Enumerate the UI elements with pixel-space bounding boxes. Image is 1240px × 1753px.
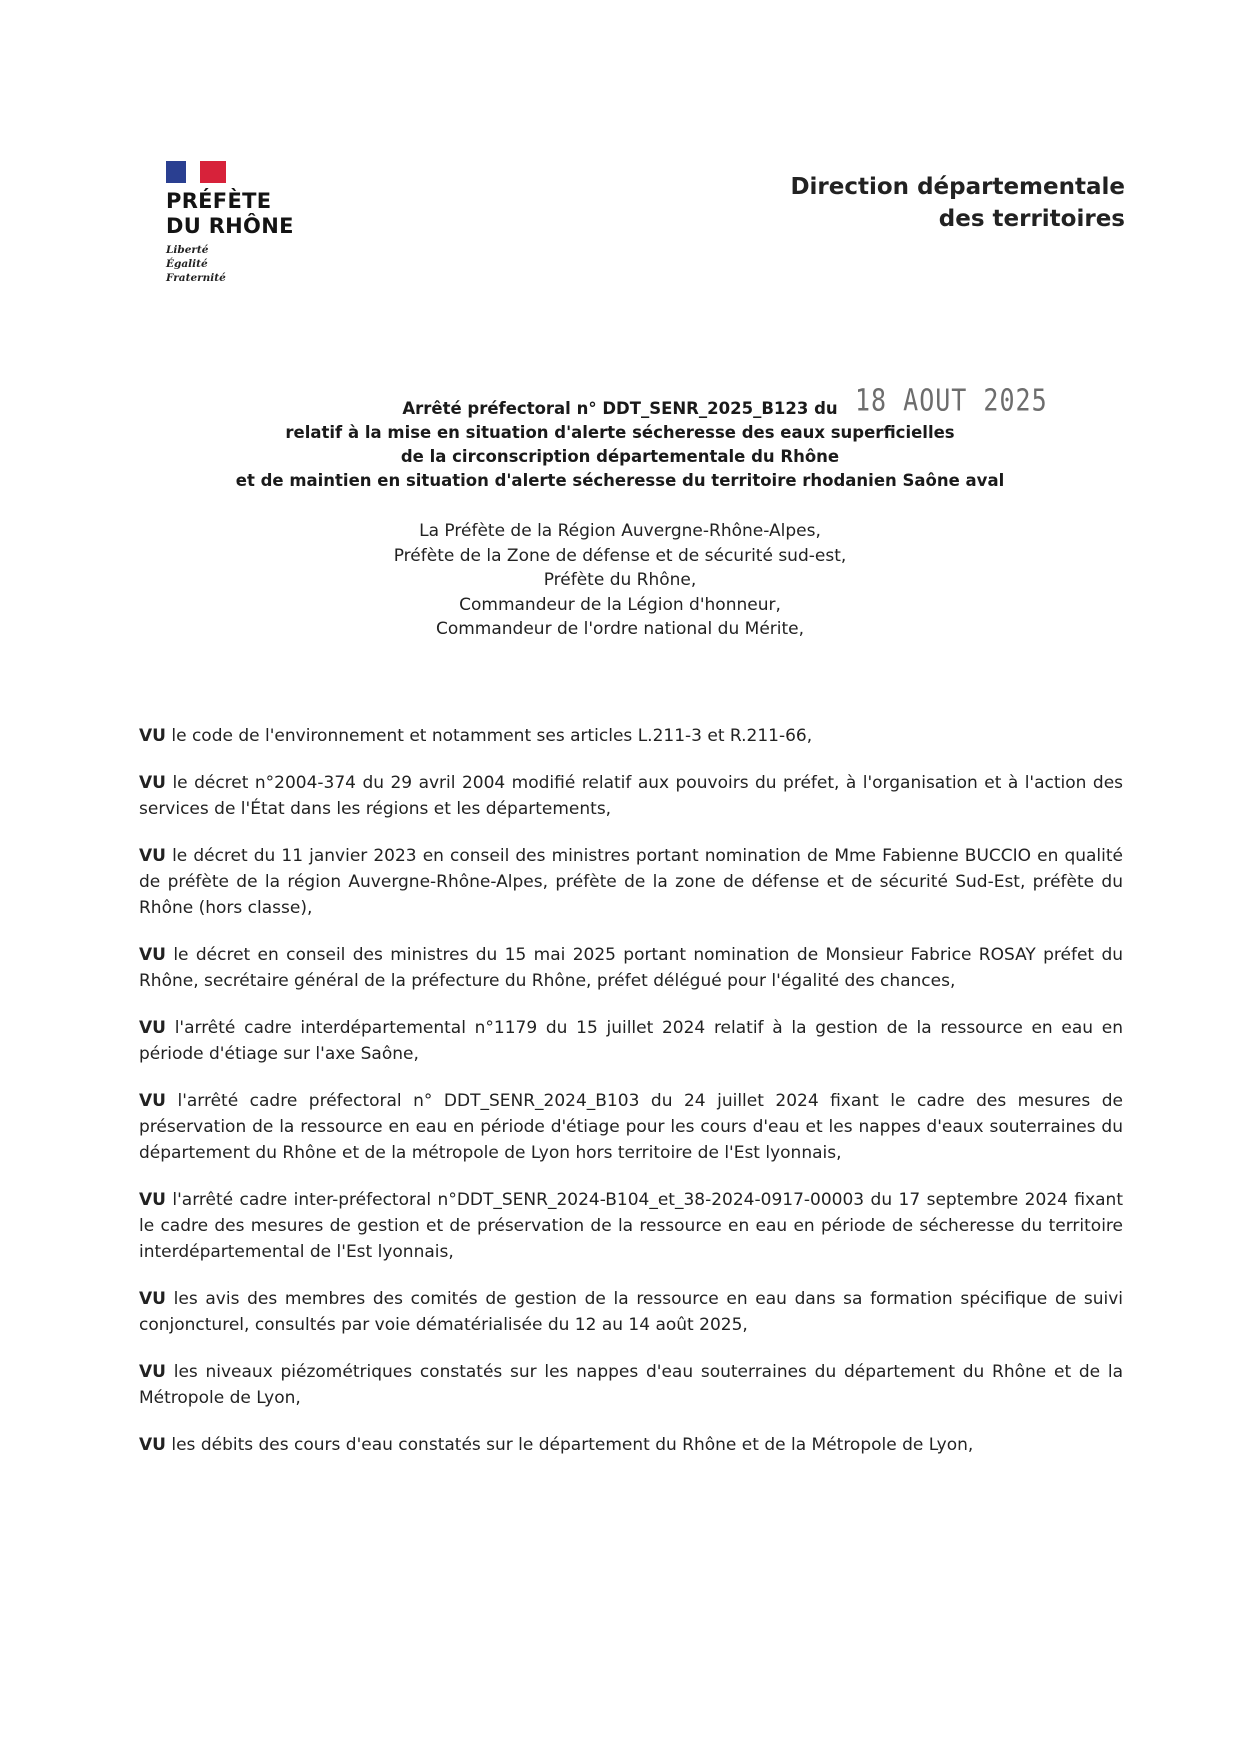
consideration-item bbox=[139, 1286, 1123, 1338]
decree-title-line4: et de maintien en situation d'alerte sécheresse du territoire rhodanien Saône aval bbox=[235, 471, 1005, 490]
consideration-text: l'arrêté cadre inter-préfectoral n°DDT_SENR_2024-B104_et_38-2024-0917-00003 du 17 septembre 2024 fixant le cadre des mesures de gestion et de préservation de la ressource en eau en période de sécheresse du territoire interdépartemental de l'Est lyonnais, bbox=[139, 1190, 1124, 1262]
authority-line: Commandeur de l'ordre national du Mérite, bbox=[435, 619, 805, 639]
consideration-text: l'arrêté cadre préfectoral n° DDT_SENR_2024_B103 du 24 juillet 2024 fixant le cadre des mesures de préservation de la ressource en eau en période d'étiage pour les cours d'eau et les nappes d'eaux souterraines du département du Rhône et de la métropole de Lyon hors territoire de l'Est lyonnais, bbox=[139, 1091, 1123, 1163]
vu-label: VU bbox=[139, 1190, 166, 1210]
issuing-direction bbox=[790, 171, 1125, 235]
motto-egalite: Égalité bbox=[166, 258, 208, 270]
vu-label: VU bbox=[139, 773, 166, 793]
decree-title-line2: relatif à la mise en situation d'alerte sécheresse des eaux superficielles bbox=[285, 423, 955, 442]
consideration-text: le décret du 11 janvier 2023 en conseil des ministres portant nomination de Mme Fabienne BUCCIO en qualité de préfète de la région Auvergne-Rhône-Alpes, préfète de la zone de défense et de sécurité Sud-Est, préfète du Rhône (hors classe), bbox=[139, 846, 1123, 918]
authority-line: Préfète du Rhône, bbox=[543, 570, 697, 590]
motto-fraternite: Fraternité bbox=[166, 272, 226, 284]
republic-motto bbox=[166, 243, 326, 285]
consideration-text: les avis des membres des comités de gestion de la ressource en eau dans sa formation spécifique de suivi conjoncturel, consultés par voie dématérialisée du 12 au 14 août 2025, bbox=[139, 1289, 1124, 1335]
vu-label: VU bbox=[139, 1018, 166, 1038]
vu-label: VU bbox=[139, 846, 166, 866]
authority-line: La Préfète de la Région Auvergne-Rhône-Alpes, bbox=[419, 521, 821, 541]
motto-liberte: Liberté bbox=[166, 244, 209, 256]
vu-label: VU bbox=[139, 1435, 166, 1455]
authority-line: Commandeur de la Légion d'honneur, bbox=[459, 594, 781, 615]
consideration-text: le décret n°2004-374 du 29 avril 2004 modifié relatif aux pouvoirs du préfet, à l'organisation et à l'action des services de l'État dans les régions et les départements, bbox=[139, 773, 1124, 819]
consideration-item bbox=[139, 843, 1123, 921]
decree-title-line3: de la circonscription départementale du Rhône bbox=[400, 447, 840, 466]
vu-label: VU bbox=[139, 1091, 166, 1111]
consideration-item bbox=[139, 1187, 1123, 1265]
french-flag-icon bbox=[166, 161, 226, 183]
logo-title-line1: PRÉFÈTE bbox=[166, 189, 272, 213]
consideration-item bbox=[139, 770, 1123, 822]
authority-block bbox=[160, 519, 1080, 642]
direction-line2: des territoires bbox=[938, 206, 1125, 232]
vu-label: VU bbox=[139, 1362, 166, 1382]
considerations-list bbox=[139, 723, 1123, 1479]
logo-title bbox=[166, 189, 326, 239]
vu-label: VU bbox=[139, 945, 166, 965]
consideration-item bbox=[139, 1359, 1123, 1411]
consideration-item bbox=[139, 1015, 1123, 1067]
date-stamp: 18 AOUT 2025 bbox=[855, 383, 1048, 418]
vu-label: VU bbox=[139, 1289, 166, 1309]
logo-title-line2: DU RHÔNE bbox=[166, 214, 294, 238]
consideration-text: les niveaux piézométriques constatés sur les nappes d'eau souterraines du département du Rhône et de la Métropole de Lyon, bbox=[139, 1362, 1124, 1408]
authority-line: Préfète de la Zone de défense et de sécurité sud-est, bbox=[393, 545, 847, 566]
consideration-text: le code de l'environnement et notamment ses articles L.211-3 et R.211-66, bbox=[171, 726, 813, 746]
decree-title-line1: Arrêté préfectoral n° DDT_SENR_2025_B123 du bbox=[402, 399, 838, 418]
consideration-text: le décret en conseil des ministres du 15 mai 2025 portant nomination de Monsieur Fabrice ROSAY préfet du Rhône, secrétaire général de la préfecture du Rhône, préfet délégué pour l'égalité des chances, bbox=[139, 945, 1124, 991]
direction-line1: Direction départementale bbox=[790, 174, 1125, 200]
consideration-item bbox=[139, 1088, 1123, 1166]
consideration-item bbox=[139, 942, 1123, 994]
consideration-item bbox=[139, 1432, 1123, 1458]
vu-label: VU bbox=[139, 726, 166, 746]
consideration-text: l'arrêté cadre interdépartemental n°1179 du 15 juillet 2024 relatif à la gestion de la ressource en eau en période d'étiage sur l'axe Saône, bbox=[139, 1018, 1124, 1064]
consideration-text: les débits des cours d'eau constatés sur le département du Rhône et de la Métropole de Lyon, bbox=[171, 1435, 974, 1455]
consideration-item bbox=[139, 723, 1123, 749]
prefecture-logo bbox=[166, 161, 326, 285]
